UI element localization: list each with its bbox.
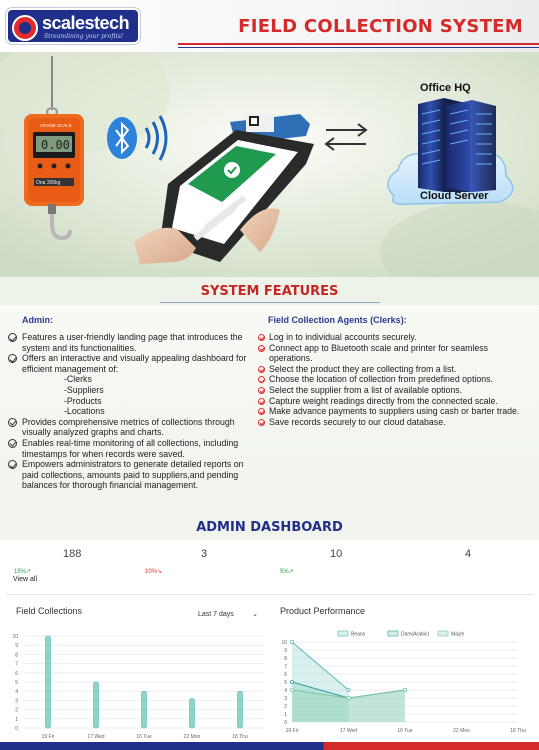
- legend-swatch: [438, 631, 448, 636]
- x-tick-label: 18 Thu: [510, 728, 526, 734]
- clerk-feature-item: Connect app to Bluetooth scale and printer for seamless operations.: [258, 343, 530, 364]
- features-divider: [160, 302, 380, 303]
- check-circle-icon: [258, 376, 265, 383]
- bar: [94, 682, 99, 728]
- check-circle-icon: [258, 345, 265, 352]
- stat-value: 3: [201, 548, 208, 560]
- check-circle-icon: [8, 460, 17, 469]
- admin-feature-item: Features a user-friendly landing page that introduces the system and its functionalities.: [8, 332, 253, 353]
- bar: [190, 699, 195, 728]
- legend-label: Maize: [451, 631, 465, 638]
- title-rule-blue: [178, 47, 539, 48]
- y-tick-label: 5: [284, 680, 287, 686]
- range-select[interactable]: [194, 608, 264, 622]
- check-circle-icon: [8, 333, 17, 342]
- y-tick-label: 6: [15, 670, 18, 677]
- brand-emblem-icon: [12, 15, 38, 41]
- check-circle-icon: [258, 408, 265, 415]
- admin-feature-item: Provides comprehensive metrics of collections through visually analyzed graphs and charts.: [8, 417, 253, 438]
- dashboard-divider: [6, 594, 533, 595]
- bar: [238, 691, 243, 728]
- admin-feature-item: Offers an interactive and visually appealing dashboard for efficient management of:: [8, 353, 253, 374]
- check-circle-icon: [258, 387, 265, 394]
- y-tick-label: 10: [281, 640, 287, 646]
- series-point: [403, 688, 406, 691]
- x-tick-label: 17 Wed: [339, 728, 358, 734]
- cloud-server-label: Cloud Server: [420, 190, 489, 202]
- check-circle-icon: [258, 366, 265, 373]
- stat-value: 10: [330, 548, 343, 560]
- y-tick-label: 4: [15, 689, 18, 696]
- y-tick-label: 8: [284, 656, 287, 662]
- legend-swatch: [338, 631, 348, 636]
- x-tick-label: 22 Mon: [183, 734, 201, 740]
- clerk-feature-item: Select the product they are collecting from a list.: [258, 364, 530, 375]
- clerk-feature-item: Capture weight readings directly from the connected scale.: [258, 396, 530, 407]
- brand-logo[interactable]: [6, 8, 140, 44]
- page-title: FIELD COLLECTION SYSTEM: [238, 16, 523, 37]
- stat-value: 188: [63, 548, 82, 560]
- check-circle-icon: [258, 398, 265, 405]
- y-tick-label: 0: [284, 720, 287, 726]
- product-performance-chart: [278, 628, 536, 742]
- admin-sub-item: -Suppliers: [64, 384, 104, 395]
- stat-delta: 10%↘: [145, 569, 163, 575]
- series-point: [347, 688, 350, 691]
- server-rack-icon: [418, 98, 496, 192]
- legend-label: Dam(Arabic): [401, 631, 430, 638]
- y-tick-label: 3: [15, 698, 18, 705]
- chevron-down-icon: ⌄: [252, 611, 258, 618]
- y-tick-label: 8: [15, 652, 18, 659]
- field-collections-title: Field Collections: [16, 606, 83, 616]
- stat-value: 4: [465, 548, 472, 560]
- scale-plate: Ona 300kg: [36, 180, 61, 186]
- series-point: [290, 688, 293, 691]
- y-tick-label: 7: [284, 664, 287, 670]
- y-tick-label: 9: [15, 643, 18, 650]
- y-tick-label: 0: [15, 726, 18, 732]
- x-tick-label: 16 Tue: [136, 734, 152, 740]
- brand-name: scalestech: [42, 13, 130, 33]
- y-tick-label: 3: [284, 696, 287, 702]
- check-circle-icon: [8, 418, 17, 427]
- clerk-feature-list: [258, 332, 530, 427]
- office-hq-label: Office HQ: [420, 82, 471, 94]
- admin-sub-item: -Locations: [64, 406, 105, 417]
- x-tick-label: 16 Tue: [397, 728, 413, 734]
- clerk-feature-item: Choose the location of collection from predefined options.: [258, 374, 530, 385]
- view-all-link[interactable]: View all: [13, 576, 37, 583]
- x-tick-label: 19 Fri: [41, 734, 55, 740]
- stat-delta: 5%↗: [280, 569, 294, 575]
- series-point: [290, 640, 293, 643]
- dashboard-title: ADMIN DASHBOARD: [196, 520, 343, 535]
- scale-label: CRANE SCALE: [40, 123, 72, 128]
- y-tick-label: 7: [15, 661, 18, 668]
- footer-stripe: [0, 742, 539, 750]
- y-tick-label: 2: [284, 704, 287, 710]
- field-collections-chart: [8, 628, 270, 742]
- x-tick-label: 19 Fri: [285, 728, 299, 734]
- y-tick-label: 1: [15, 716, 18, 723]
- admin-heading: Admin:: [22, 315, 53, 325]
- title-rule-red: [178, 43, 539, 45]
- series-point: [290, 680, 293, 683]
- y-tick-label: 10: [12, 634, 18, 640]
- series-point: [347, 696, 350, 699]
- range-select-value: Last 7 days: [198, 611, 234, 618]
- clerk-feature-item: Log in to individual accounts securely.: [258, 332, 530, 343]
- check-circle-icon: [8, 439, 17, 448]
- legend-label: Beans: [351, 631, 366, 638]
- admin-feature-list: [8, 332, 253, 491]
- y-tick-label: 1: [284, 712, 287, 718]
- legend-swatch: [388, 631, 398, 636]
- bluetooth-icon: [107, 117, 137, 159]
- y-tick-label: 5: [15, 680, 18, 686]
- brand-tagline: Streamlining your profits!: [44, 33, 124, 40]
- scale-display: 0.00: [41, 138, 70, 152]
- admin-sub-item: -Clerks: [64, 374, 92, 385]
- admin-feature-item: Enables real-time monitoring of all collections, including timestamps for when records were saved.: [8, 438, 253, 459]
- x-tick-label: 17 Wed: [87, 734, 105, 740]
- y-tick-label: 2: [15, 707, 18, 714]
- product-performance-title: Product Performance: [280, 606, 366, 616]
- bar: [142, 691, 147, 728]
- features-title: SYSTEM FEATURES: [200, 284, 339, 299]
- y-tick-label: 4: [284, 688, 287, 694]
- check-circle-icon: [258, 334, 265, 341]
- admin-feature-item: Empowers administrators to generate detailed reports on paid collections, amounts paid to suppliers,and pending balances for thorough financial management.: [8, 459, 253, 491]
- admin-sub-item: -Products: [64, 395, 102, 406]
- y-tick-label: 6: [284, 672, 287, 678]
- x-tick-label: 18 Thu: [232, 734, 248, 740]
- check-circle-icon: [8, 354, 17, 363]
- y-tick-label: 9: [284, 648, 287, 654]
- clerk-feature-item: Select the supplier from a list of available options.: [258, 385, 530, 396]
- check-circle-icon: [258, 419, 265, 426]
- clerks-heading: Field Collection Agents (Clerks):: [268, 315, 407, 325]
- x-tick-label: 22 Mon: [453, 728, 470, 734]
- stat-delta: 15%↗: [14, 569, 32, 575]
- clerk-feature-item: Save records securely to our cloud database.: [258, 417, 530, 428]
- clerk-feature-item: Make advance payments to suppliers using cash or barter trade.: [258, 406, 530, 417]
- bar: [46, 636, 51, 728]
